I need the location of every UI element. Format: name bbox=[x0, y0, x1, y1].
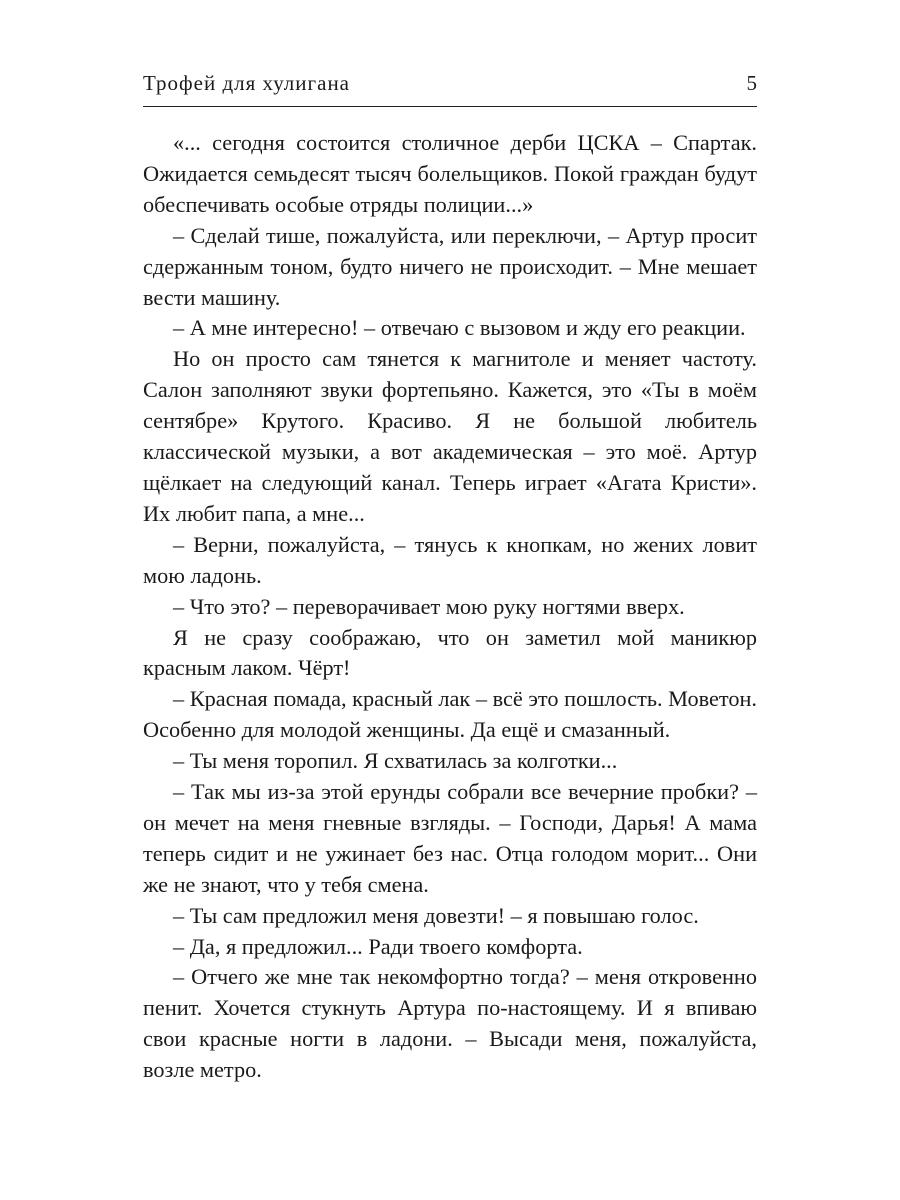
paragraph: Я не сразу соображаю, что он заметил мой маникюр красным лаком. Чёрт! bbox=[143, 624, 757, 681]
book-title: Трофей для хулигана bbox=[143, 71, 351, 95]
header-divider bbox=[143, 106, 757, 107]
paragraph: – Отчего же мне так некомфортно тогда? – меня откровенно пенит. Хочется стукнуть Артура по-настоящему. И я впиваю свои красные ногти в ладони. – Высади меня, пожалуйста, возле метро. bbox=[143, 964, 757, 1083]
paragraph: «... сегодня состоится столичное дерби ЦСКА – Спартак. Ожидается семьдесят тысяч болельщиков. Покой граждан будут обеспечивать особые отряды полиции...» bbox=[143, 130, 757, 217]
paragraph: – Красная помада, красный лак – всё это пошлость. Моветон. Особенно для молодой женщины. Да ещё и смазанный. bbox=[143, 686, 757, 743]
paragraph: – Да, я предложил... Ради твоего комфорта. bbox=[173, 933, 583, 959]
paragraph: Но он просто сам тянется к магнитоле и меняет частоту. Салон заполняют звуки фортепьяно. Кажется, это «Ты в моём сентябре» Крутого. Красиво. Я не большой любитель классической музыки, а вот академическая – это моё. Артур щёлкает на следующий канал. Теперь играет «Агата Кристи». Их любит папа, а мне... bbox=[143, 346, 757, 526]
paragraph: – Сделай тише, пожалуйста, или переключи, – Артур просит сдержанным тоном, будто ничего не происходит. – Мне мешает вести машину. bbox=[143, 222, 757, 310]
paragraph: – А мне интересно! – отвечаю с вызовом и жду его реакции. bbox=[173, 315, 746, 341]
running-header bbox=[143, 66, 757, 100]
page-number: 5 bbox=[746, 71, 757, 95]
paragraph: – Ты меня торопил. Я схватилась за колготки... bbox=[173, 748, 618, 774]
body-text bbox=[143, 128, 757, 1086]
paragraph: – Ты сам предложил меня довезти! – я повышаю голос. bbox=[173, 902, 699, 928]
paragraph: – Так мы из-за этой ерунды собрали все вечерние пробки? – он мечет на меня гневные взгляды. – Господи, Дарья! А мама теперь сидит и не ужинает без нас. Отца голодом морит... Они же не знают, что у тебя смена. bbox=[143, 779, 757, 897]
paragraph: – Что это? – переворачивает мою руку ногтями вверх. bbox=[173, 593, 685, 619]
paragraph: – Верни, пожалуйста, – тянусь к кнопкам, но жених ловит мою ладонь. bbox=[143, 531, 757, 588]
